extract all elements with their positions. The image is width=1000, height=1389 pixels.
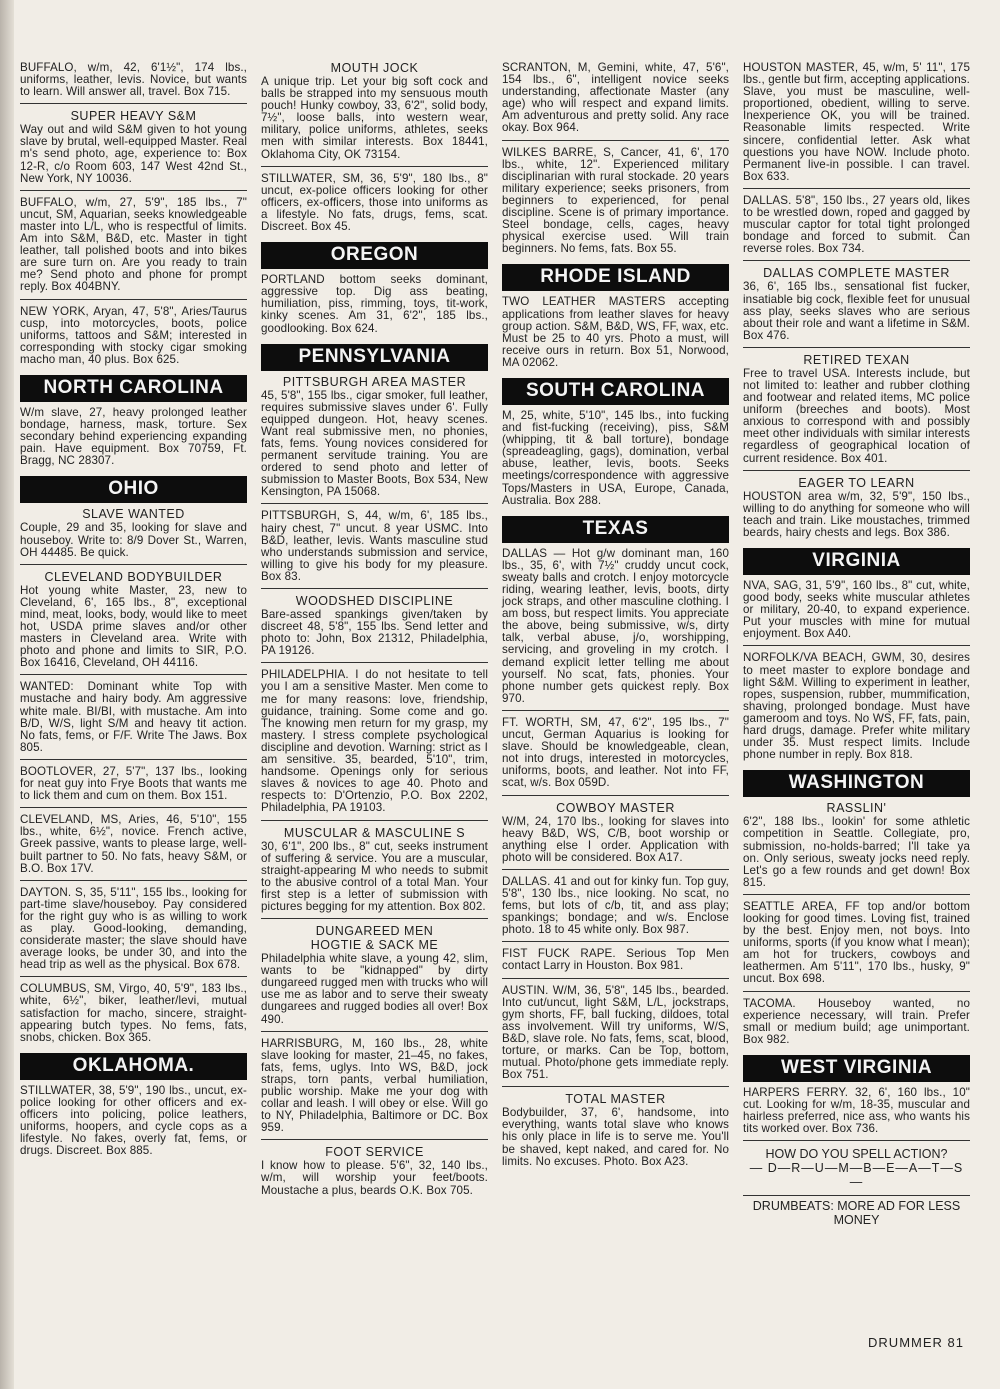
promo-spelling: — D—R—U—M—B—E—A—T—S — [749, 1161, 964, 1190]
ad-text: NVA, SAG, 31, 5'9", 160 lbs., 8" cut, white, good body, seeks white muscular athletes or military, 20-40, to expand experience. Put your muscles with mine for mutual enjoyment. Box A40. [743, 579, 970, 641]
ad-total-master [502, 1093, 729, 1172]
ad-slave-wanted [20, 508, 247, 564]
ad-text: TWO LEATHER MASTERS accepting applications from leather slaves for heavy group action. S&M, B&D, WS, FF, wax, etc. Must be 25 to 40 yrs. Photo a must, will receive ours in return. Box 51, Norwood, MA 02062. [502, 295, 729, 369]
ad-title: MOUTH JOCK [330, 61, 419, 75]
state-heading-virginia: VIRGINIA [743, 548, 970, 575]
ad-text: HARRISBURG, M, 160 lbs., 28, white slave looking for master, 21–45, no fakes, fats, fems, uglys. Into WS, B&D, jock straps, torn pants, verbal humiliation, public worship. Make me your dog with collar and leash. I will obey or else. Will go to NY, Philadelphia, Baltimore or DC. Box 959. [261, 1036, 488, 1135]
ad-title: SUPER HEAVY S&M [70, 109, 197, 124]
state-heading-rhode-island: RHODE ISLAND [502, 264, 729, 291]
ad-text: PORTLAND bottom seeks dominant, aggressive top. Dig ass beating, humiliation, piss, rimming, toys, tit-work, kinky scenes. Am 31, 6'2", 185 lbs., goodlooking. Box 624. [261, 273, 488, 335]
ad-dayton [20, 887, 247, 978]
ad-title: EAGER TO LEARN [798, 475, 915, 490]
ad-dallas-complete-master [743, 267, 970, 347]
ad-text: HOUSTON MASTER, 45, w/m, 5' 11", 175 lbs., gentle but firm, accepting applications. Slave, you must be masculine, well-proportioned, obedient, willing to serve. Inexperience OK, you will be trained. Reasonable limits respected. Write sincere, confidential letter. Ask what questions you have NOW. Include photo. Permanent live-in possible. I can travel. Box 633. [743, 61, 970, 183]
ad-austin [502, 985, 729, 1088]
ad-pittsburgh [261, 510, 488, 589]
state-heading-north-carolina: NORTH CAROLINA [20, 375, 247, 402]
ad-text: TACOMA. Houseboy wanted, no experience necessary, will train. Prefer small or medium build; age unimportant. Box 982. [743, 996, 970, 1046]
ad-dallas-1 [502, 548, 729, 711]
ad-text: Philadelphia white slave, a young 42, slim, wants to be "kidnapped" by dirty dungareed rugged men with trucks who will use me as labor and to serve their sweaty dungarees and rugged bodies all over! Box 490. [261, 952, 488, 1026]
ad-text: FT. WORTH, SM, 47, 6'2", 195 lbs., 7" uncut, German Aquarius is looking for slave. Should be knowledgeable, clean, not into drugs, interested in motorcycles, uniforms, boots, and leather. Not into FF, scat, w/s. Box 059D. [502, 715, 729, 790]
ad-seattle [743, 901, 970, 992]
ad-super-heavy [20, 110, 247, 190]
ad-buffalo-2 [20, 197, 247, 300]
ad-mouth-jock [261, 62, 488, 167]
ad-text: PHILADELPHIA. I do not hesitate to tell you I am a sensitive Master. Men come to me for many reasons: love, friendship, guidance, training. Some come and go. The knowing men return for my grasp, my mastery. I stress complete psychological discipline and devotion. Warning: strict as I am sensitive. 35, bearded, 5'10", trim, handsome. Openings only for serious slaves & novices to age 40. Photo and respects to: D'Ortenzio, P.O. Box 2202, Philadelphia, PA 19103. [261, 668, 488, 815]
ad-north-carolina [20, 407, 247, 472]
ad-subtitle: HOGTIE & SACK ME [310, 938, 439, 953]
ad-cowboy-master [502, 802, 729, 870]
ad-text: BUFFALO, w/m, 42, 6'1½", 174 lbs., uniforms, leather, levis. Novice, but wants to learn. Will answer all, travel. Box 715. [20, 61, 247, 99]
ad-text: PITTSBURGH, S, 44, w/m, 6', 185 lbs., hairy chest, 7" uncut. 8 year USMC. Into B&D, leather, levis. Wants masculine stud who understands submission and service, willing to give his body for my pleasure. Box 83. [261, 509, 488, 583]
ad-text: W/m slave, 27, heavy prolonged leather bondage, harness, mask, torture. Sex secondary behind experiencing expanding pain. Have equipment. Box 70759, Ft. Bragg, NC 28307. [20, 405, 247, 468]
ad-dungareed-men [261, 925, 488, 1032]
ad-text: CLEVELAND, MS, Aries, 46, 5'10", 155 lbs., white, 6½", novice. French active, Greek passive, wants to please large, well-built partner to 50. No fats, heavy S&M, or B.O. Box 17V. [20, 813, 247, 875]
ad-pittsburgh-area-master [261, 376, 488, 505]
ad-text: W/M, 24, 170 lbs., looking for slaves into heavy B&D, WS, C/B, boot worship or anything else I order. Application with photo will be considered. Box A17. [502, 814, 729, 864]
ad-text: I know how to please. 5'6", 32, 140 lbs., w/m, will worship your feet/boots. Moustache a plus, beards O.K. Box 705. [261, 1159, 488, 1197]
ad-text: M, 25, white, 5'10", 145 lbs., into fucking and fist-fucking (receiving), piss, S&M (whipping, tit & ball torture), bondage (spreadeagling, gags), domination, verbal abuse, leather, levis, boots. Seeks meetings/correspondence with aggressive Tops/Masters in USA, Europe, Canada, Australia. Box 288. [502, 408, 729, 507]
ad-text: HOUSTON area w/m, 32, 5'9", 150 lbs., willing to do anything for someone who will teach and train. Like moustaches, trimmed beards, hairy chests and legs. Box 386. [743, 489, 970, 539]
ad-ft-worth [502, 717, 729, 796]
ad-text: NEW YORK, Aryan, 47, 5'8", Aries/Taurus cusp, into motorcycles, boots, police uniforms, tattoos and S&M; interested in corresponding with stocky cigar smoking macho man, 40 plus. Box 625. [20, 304, 247, 366]
ad-buffalo-1 [20, 62, 247, 104]
ad-text: Couple, 29 and 35, looking for slave and houseboy. Write to: 8/9 Dover St., Warren, OH 44485. Be quick. [20, 521, 247, 559]
ad-cleveland-ms [20, 814, 247, 880]
ad-wilkes-barre [502, 147, 729, 261]
ad-text: Bodybuilder, 37, 6', handsome, into everything, wants total slave who knows his only place in life is to serve me. You'll be shaved, kept naked, and cared for. No limits. No excuses. Photo. Box A23. [502, 1106, 729, 1168]
column-1 [20, 62, 247, 1227]
ad-text: NORFOLK/VA BEACH, GWM, 30, desires to meet master to explore bondage and light S&M. Willing to experiment in leather, ropes, suspension, rubber, mummification, shaving, prolonged bondage. Must have gameroom and toys. No WS, FF, fats, pain, hard drugs, damage. Prefer white military under 35. Must respect limits. Include phone number in reply. Box 818. [743, 651, 970, 762]
ad-eager-to-learn [743, 477, 970, 544]
ad-title: RETIRED TEXAN [803, 352, 910, 367]
column-3 [502, 62, 729, 1227]
ad-title: TOTAL MASTER [565, 1092, 666, 1107]
state-heading-ohio: OHIO [20, 476, 247, 503]
state-heading-texas: TEXAS [502, 516, 729, 543]
ad-houston-master [743, 62, 970, 189]
ad-title: CLEVELAND BODYBUILDER [44, 569, 223, 584]
ad-text: DALLAS. 41 and out for kinky fun. Top guy, 5'8", 130 lbs., nice looking. No scat, no fems, but lots of c/b, tit, and ass play; spankings; bondage; and w/s. Enclose photo. 18 to 45 white only. Box 987. [502, 874, 729, 937]
ad-text: SCRANTON, M, Gemini, white, 47, 5'6", 154 lbs., 6", intelligent novice seeks understanding, affectionate Master (any age) who will respect and expand limits. Am adventurous and pretty solid. Any race okay. Box 964. [502, 61, 729, 135]
classifieds-page [20, 62, 972, 1227]
ad-title: RASSLIN' [826, 801, 887, 816]
ad-text: WILKES BARRE, S, Cancer, 41, 6', 170 lbs., white, 12". Experienced military disciplinarian with rural stockade. 20 years military experience; seeks prisoners, from beginners to experienced, for penal discipline. Scene is of primary importance. Steel bondage, cells, cages, heavy physical exercise used. Will train beginners. No fems, fats. Box 55. [502, 145, 729, 256]
ad-columbus [20, 983, 247, 1048]
ad-fist-fuck [502, 948, 729, 978]
page-folio: DRUMMER 81 [868, 1335, 964, 1350]
ad-text: DALLAS. 5'8", 150 lbs., 27 years old, likes to be wrestled down, roped and gagged by muscular captor for total tight prolonged bondage and forced to submit. Can reverse roles. Box 734. [743, 193, 970, 256]
ad-title: PITTSBURGH AREA MASTER [282, 374, 467, 389]
ad-text: BOOTLOVER, 27, 5'7", 137 lbs., looking for neat guy into Frye Boots that wants me to lick them and cum on them. Box 151. [20, 764, 247, 803]
ad-philadelphia [261, 669, 488, 820]
ad-title: MUSCULAR & MASCULINE S [283, 825, 466, 840]
ad-rhode-island [502, 296, 729, 374]
ad-title: WOODSHED DISCIPLINE [295, 594, 454, 608]
ad-text: STILLWATER, 38, 5'9", 190 lbs., uncut, ex-police looking for other officers and ex-officers into policing, police leathers, uniforms, hoopers, and cycle cops as a lifestyle. No fakes, overly fat, fems, or drugs. Discreet. Box 885. [20, 1083, 247, 1158]
drumbeats-promo [743, 1147, 970, 1189]
ad-text: Bare-assed spankings given/taken by discreet 48, 5'8", 155 lbs. Send letter and photo to: John, Box 21312, Philadelphia, PA 19126. [261, 608, 488, 658]
ad-harrisburg [261, 1038, 488, 1141]
ad-south-carolina [502, 410, 729, 512]
ad-text: HARPERS FERRY. 32, 6', 160 lbs., 10" cut. Looking for w/m, 18-35, muscular and hairless preferred, nice ass, who wants his tits worked over. Box 736. [743, 1085, 970, 1136]
ad-title: DUNGAREED MEN [315, 924, 434, 939]
ad-scranton [502, 62, 729, 141]
ad-rasslin [743, 802, 970, 895]
ad-text: WANTED: Dominant white Top with mustache and hairy body. Am aggressive white male. BI/BI, with mustache. Am into B/D, W/S, light S/M and heavy tit action. No fats, fems, or F/F. Write The Jaws. Box 805. [20, 680, 247, 754]
ad-text: STILLWATER, SM, 36, 5'9", 180 lbs., 8" uncut, ex-police officers looking for other officers, ex-officers, those into uniforms as a lifestyle. No fats, drugs, fems, scat. Discreet. Box 45. [261, 171, 488, 234]
state-heading-pennsylvania: PENNSYLVANIA [261, 344, 488, 371]
ad-dallas-3 [743, 195, 970, 261]
ad-title: DALLAS COMPLETE MASTER [763, 266, 950, 281]
state-heading-oregon: OREGON [261, 242, 488, 269]
ad-text: DAYTON. S, 35, 5'11", 155 lbs., looking for part-time slave/houseboy. Pay considered for the right guy who is as willing to work as play. Good-looking, demanding, considerate master; the slave should have average looks, be under 30, and into the head trip as well as the physical. Box 678. [20, 885, 247, 972]
state-heading-oklahoma: OKLAHOMA. [20, 1053, 247, 1080]
ad-woodshed-discipline [261, 595, 488, 663]
promo-title: HOW DO YOU SPELL ACTION? [765, 1147, 948, 1162]
ad-title: SLAVE WANTED [82, 507, 185, 522]
column-4 [743, 62, 970, 1227]
ad-text: Hot young white Master, 23, new to Cleveland, 6', 165 lbs., 8", exceptional mind, meat, looks, body, would like to meet hot, USDA prime slaves and/or other masters in Cleveland area. Write with photo and phone and limits to SIR, P.O. Box 16416, Cleveland, OH 44116. [20, 583, 247, 670]
ad-retired-texan [743, 354, 970, 471]
ad-title: COWBOY MASTER [556, 800, 675, 815]
ad-stillwater-1 [20, 1085, 247, 1163]
drumbeats-tagline: DRUMBEATS: MORE AD FOR LESS MONEY [743, 1195, 970, 1227]
ad-text: 6'2", 188 lbs., lookin' for some athletic competition in Seattle. Collegiate, pro, submission, no-holds-barred; I'll take ya on. Only serious, sweaty jocks need reply. Let's go a few rounds and get down! Box 815. [743, 815, 970, 889]
ad-text: 30, 6'1", 200 lbs., 8" cut, seeks instrument of suffering & service. You are a muscular, straight-appearing M who needs to submit to the abusive control of a total Man. Your first step is a letter of submission with pictures begging for my attention. Box 802. [261, 839, 488, 913]
ad-text: A unique trip. Let your big soft cock and balls be strapped into my sensuous mouth pouch! Hunky cowboy, 33, 6'2", solid body, 7½", loose balls, into western wear, military, police uniforms, athletes, seeks men with similar interests. Box 18441, Oklahoma City, OK 73154. [261, 75, 488, 161]
ad-text: FIST FUCK RAPE. Serious Top Men contact Larry in Houston. Box 981. [502, 947, 729, 973]
binding-gutter [0, 0, 14, 1389]
ad-foot-service [261, 1146, 488, 1201]
ad-text: 45, 5'8", 155 lbs., cigar smoker, full leather, requires submissive slaves under 6'. Fully equipped dungeon. Hot, heavy scenes. Want real submissive men, no phonies, fats, fems. Young novices considered for permanent servitude training. You are ordered to send photo and letter of submission to Master Boots, Box 534, New Kensington, PA 15068. [261, 388, 488, 499]
ad-harpers-ferry [743, 1087, 970, 1141]
ad-text: SEATTLE AREA, FF top and/or bottom looking for good times. Loving fist, trained by the best. Enjoy men, not boys. Into uniforms, sports (if you know what I mean); am hot for truckers, cowboys and leathermen. Am 5'11", 170 lbs., husky, 9" uncut. Box 698. [743, 899, 970, 986]
ad-text: 36, 6', 165 lbs., sensational fist fucker, insatiable big cock, flexible feet for unusual ass play, seeks slaves who are serious about their role and want a lifetime in S&M. Box 476. [743, 280, 970, 342]
state-heading-south-carolina: SOUTH CAROLINA [502, 378, 729, 405]
ad-stillwater-2 [261, 173, 488, 238]
ad-bootlover [20, 766, 247, 808]
ad-text: Way out and wild S&M given to hot young slave by brutal, well-equipped Master. Real m's send photo, age, experience to: Box 12-R, c/o Room 603, 147 West 42nd St., New York, NY 10036. [20, 123, 247, 185]
ad-text: COLUMBUS, SM, Virgo, 40, 5'9", 183 lbs., white, 6½", biker, leather/levi, mutual satisfaction for macho, sincere, straight-appearing butch types. No fems, fats, snobs, chicken. Box 365. [20, 982, 247, 1044]
ad-text: AUSTIN. W/M, 36, 5'8", 145 lbs., bearded. Into cut/uncut, light S&M, L/L, jockstraps, gym shorts, FF, ball fucking, dildoes, total ass involvement. Will try uniforms, W/S, B&D, slave role. No fats, fems, scat, blood, torture, or marks. Can be Top, bottom, mutual. Photo/phone gets immediate reply. Box 751. [502, 983, 729, 1082]
ad-dallas-2 [502, 876, 729, 942]
ad-portland [261, 274, 488, 339]
ad-nva [743, 580, 970, 646]
ad-tacoma [743, 998, 970, 1051]
ad-text: DALLAS — Hot g/w dominant man, 160 lbs., 35, 6', with 7½" cruddy uncut cock, sweaty balls and crotch. I enjoy motorcycle riding, wearing leather, levis, boots, dirty jock straps, and other masculine clothing. I am boss, but respect limits. You appreciate the above, being submissive, w/s, dirty talk, verbal abuse, j/o, worshipping, servicing, and groveling in my crotch. I demand explicit letter telling me about yourself. No scat, fats, phonies. Your phone number gets quickest reply. Box 970. [502, 546, 729, 705]
ad-muscular-masculine [261, 827, 488, 920]
ad-cleveland-bodybuilder [20, 571, 247, 676]
ad-new-york [20, 306, 247, 371]
ad-wanted [20, 681, 247, 760]
column-2 [261, 62, 488, 1227]
ad-text: BUFFALO, w/m, 27, 5'9", 185 lbs., 7" uncut, SM, Aquarian, seeks knowledgeable master into L/L, who is respectful of limits. Am into S&M, B&D, etc. Master in tight leather, tall polished boots and into bikes are sure turn on. Are you ready to train me? Send photo and phone for prompt reply. Box 404BNY. [20, 195, 247, 294]
state-heading-west-virginia: WEST VIRGINIA [743, 1055, 970, 1082]
ad-text: Free to travel USA. Interests include, but not limited to: leather and rubber clothing and footwear and related items, MC police uniform (breeches and boots). Most anxious to correspond with and possibly meet other individuals with similar interests regardless of geographical location of current residence. Box 401. [743, 366, 970, 465]
state-heading-washington: WASHINGTON [743, 770, 970, 797]
ad-norfolk [743, 652, 970, 766]
ad-title: FOOT SERVICE [325, 1145, 424, 1160]
